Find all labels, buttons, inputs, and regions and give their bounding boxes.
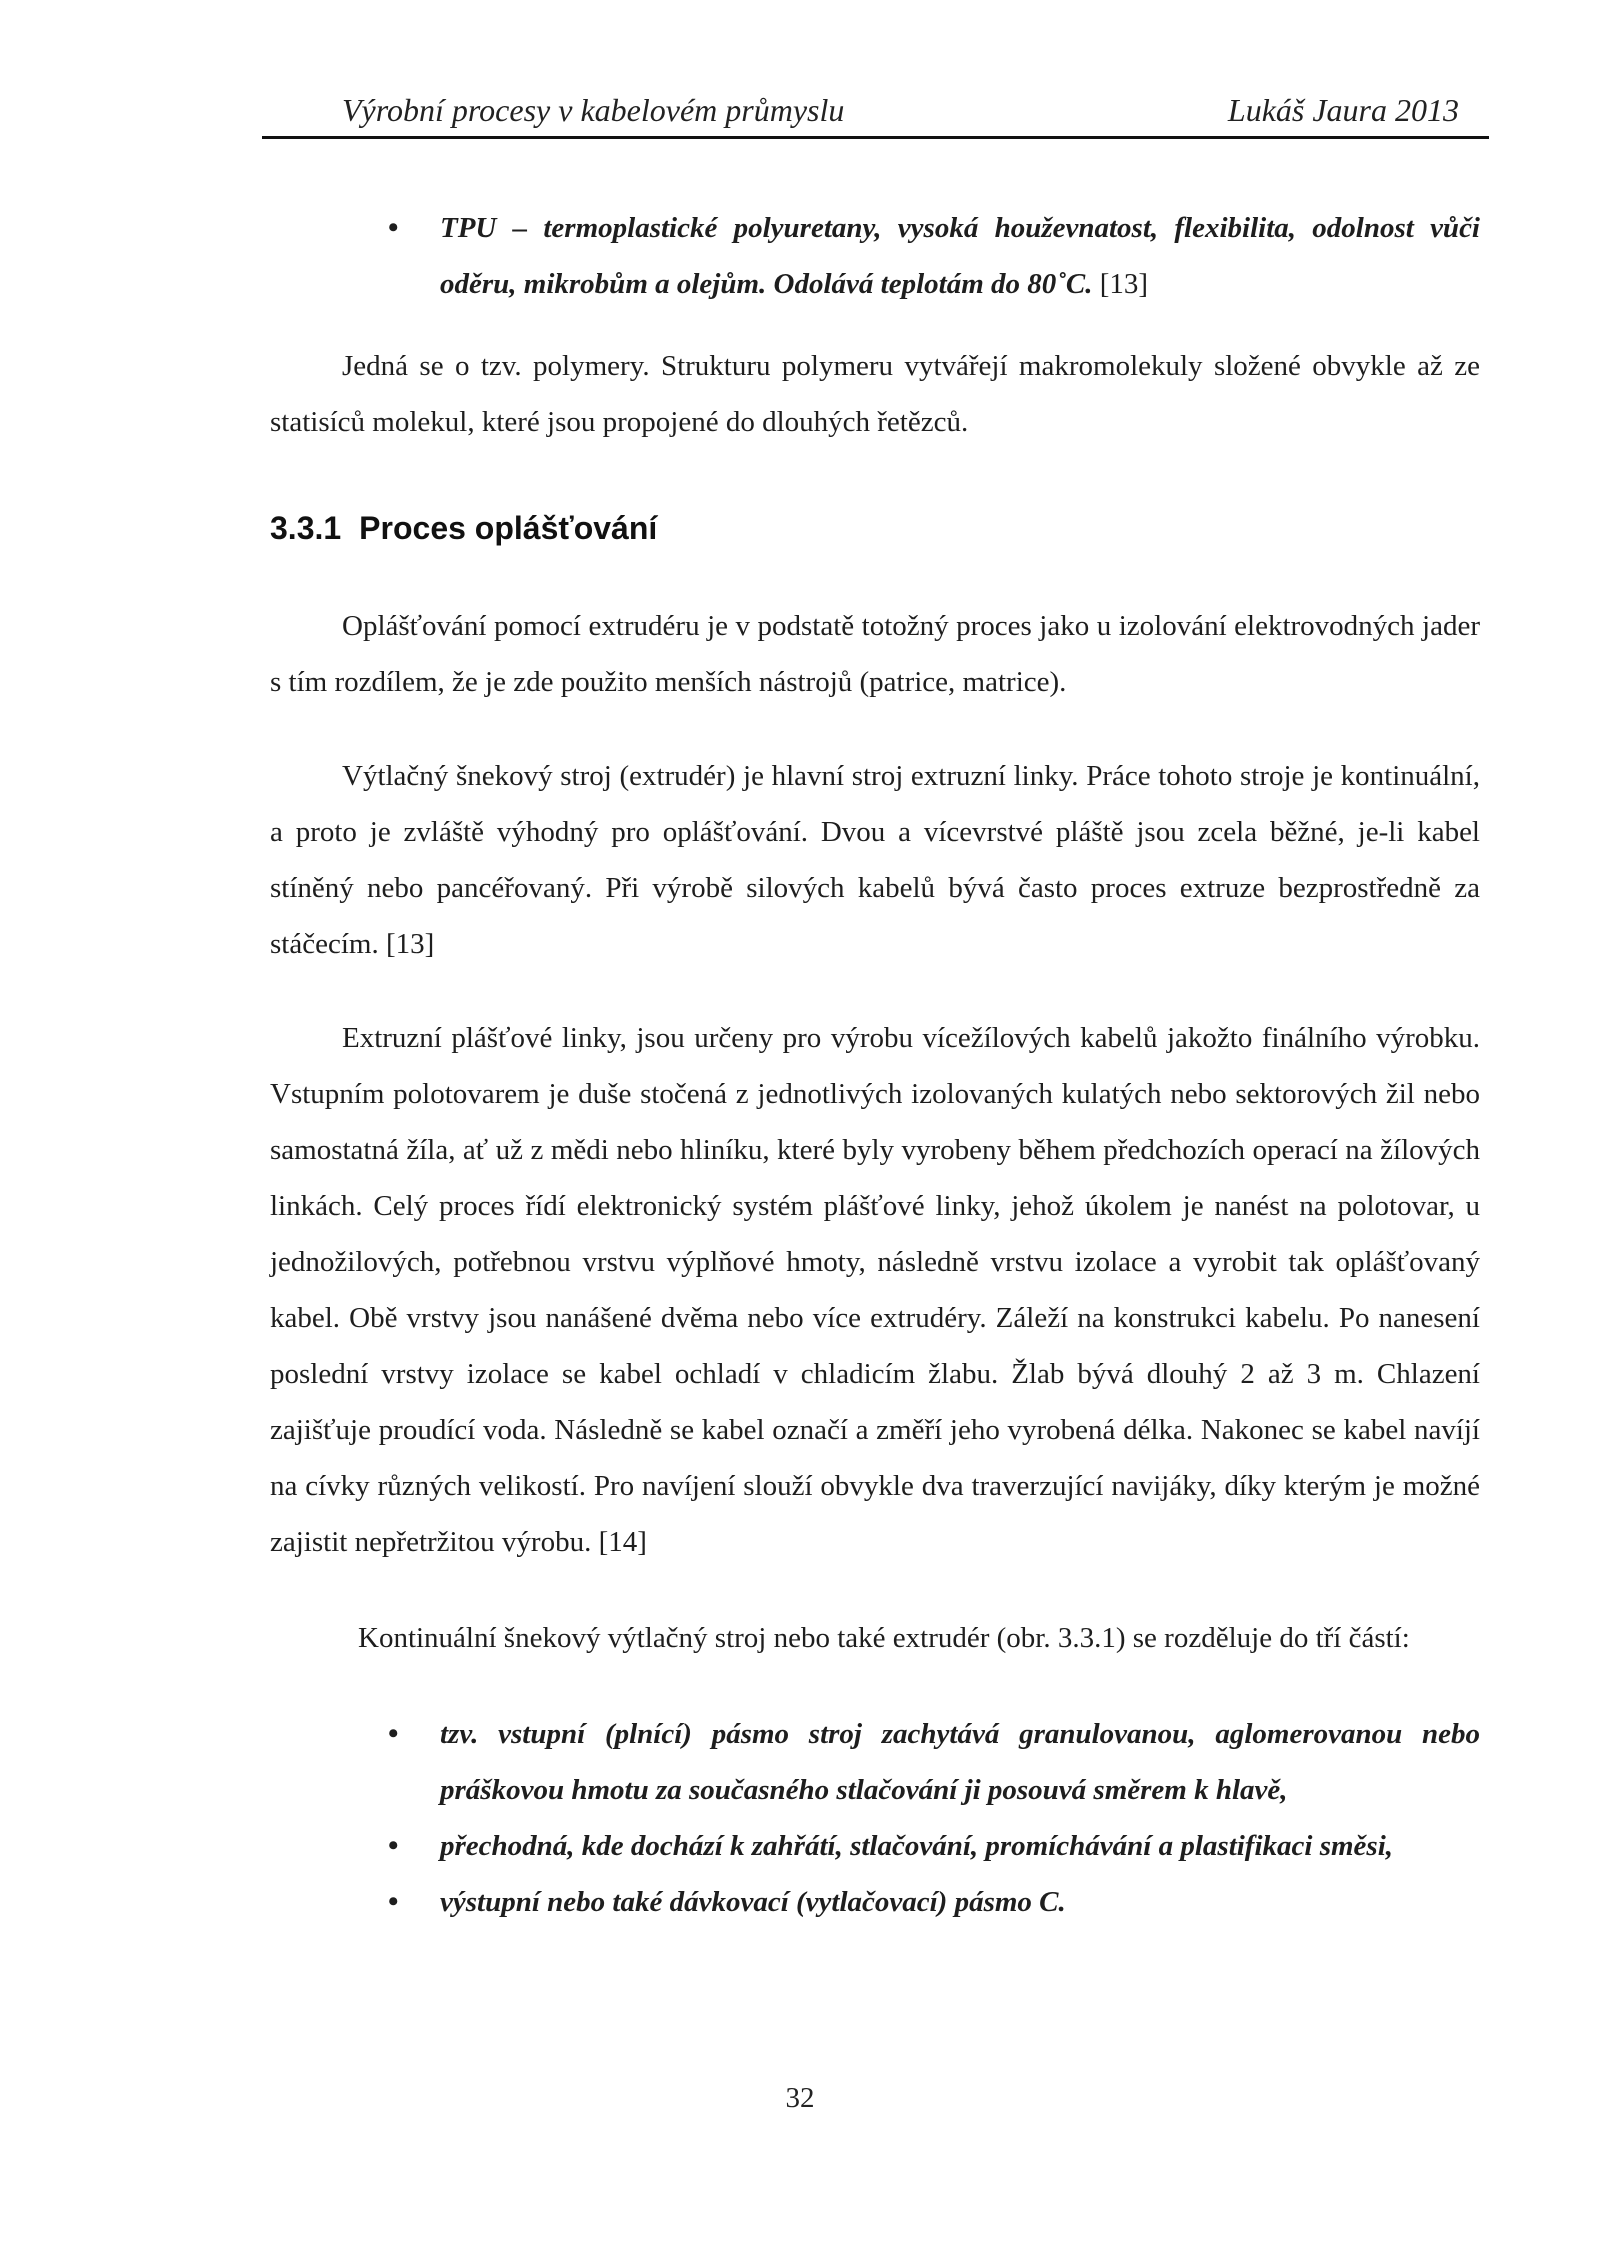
page-number: 32: [785, 2082, 815, 2114]
bullet-output-zone-text: výstupní nebo také dávkovací (vytlačovací) pásmo C.: [440, 1886, 1066, 1918]
page-content: [270, 200, 1480, 1930]
bullet-tpu-text: TPU – termoplastické polyuretany, vysoká houževnatost, flexibilita, odolnost vůči oděru, mikrobům a olejům. Odolává teplotám do 80˚C.: [440, 212, 1480, 300]
bullet-dot: •: [388, 1717, 399, 1750]
paragraph-three-parts: Kontinuální šnekový výtlačný stroj nebo také extrudér (obr. 3.3.1) se rozděluje do tří částí:: [358, 1622, 1410, 1654]
running-header: [262, 92, 1489, 139]
section-heading: [270, 500, 1480, 556]
paragraph-sheathing: Oplášťování pomocí extrudéru je v podstatě totožný proces jako u izolování elektrovodných jader s tím rozdílem, že je zde použito menších nástrojů (patrice, matrice).: [270, 610, 1480, 698]
paragraph-extrusion-lines: Extruzní plášťové linky, jsou určeny pro výrobu vícežílových kabelů jakožto finálního výrobku. Vstupním polotovarem je duše stočená z jednotlivých izolovaných kulatých nebo sektorových žil nebo samostatná žíla, ať už z mědi nebo hliníku, které byly vyrobeny během předchozích operací na žílových linkách. Celý proces řídí elektronický systém plášťové linky, jehož úkolem je nanést na polotovar, u jednožilových, potřebnou vrstvu výplňové hmoty, následně vrstvu izolace a vyrobit tak oplášťovaný kabel. Obě vrstvy jsou nanášené dvěma nebo více extrudéry. Záleží na konstrukci kabelu. Po nanesení poslední vrstvy izolace se kabel ochladí v chladicím žlabu. Žlab bývá dlouhý 2 až 3 m. Chlazení zajišťuje proudící voda. Následně se kabel označí a změří jeho vyrobená délka. Nakonec se kabel navíjí na cívky různých velikostí. Pro navíjení slouží obvykle dva traverzující navijáky, díky kterým je možné zajistit nepřetržitou výrobu. [14]: [270, 1022, 1480, 1558]
paragraph-extruder: Výtlačný šnekový stroj (extrudér) je hlavní stroj extruzní linky. Práce tohoto stroje je kontinuální, a proto je zvláště výhodný pro oplášťování. Dvou a vícevrstvé pláště jsou zcela běžné, je-li kabel stíněný nebo pancéřovaný. Při výrobě silových kabelů bývá často proces extruze bezprostředně za stáčecím. [13]: [270, 760, 1480, 960]
bullet-dot: •: [388, 211, 399, 244]
bullet-dot: •: [388, 1829, 399, 1862]
bullet-tpu-ref: [13]: [1092, 268, 1149, 300]
bullet-input-zone-text: tzv. vstupní (plnící) pásmo stroj zachytává granulovanou, aglomerovanou nebo práškovou hmotu za současného stlačování ji posouvá směrem k hlavě,: [440, 1718, 1480, 1806]
bullet-transition-zone-text: přechodná, kde dochází k zahřátí, stlačování, promíchávání a plastifikaci směsi,: [440, 1830, 1394, 1862]
header-title: Výrobní procesy v kabelovém průmyslu: [342, 92, 845, 128]
bullet-transition-zone: [270, 1818, 1480, 1874]
header-author-year: Lukáš Jaura 2013: [1227, 92, 1459, 128]
bullet-tpu: [270, 200, 1480, 312]
section-number: 3.3.1: [270, 510, 342, 546]
bullet-output-zone: [270, 1874, 1480, 1930]
paragraph-polymers: Jedná se o tzv. polymery. Strukturu polymeru vytvářejí makromolekuly složené obvykle až ze statisíců molekul, které jsou propojené do dlouhých řetězců.: [270, 350, 1480, 438]
bullet-input-zone: [270, 1706, 1480, 1818]
section-title: Proces oplášťování: [359, 510, 658, 546]
bullet-dot: •: [388, 1885, 399, 1918]
